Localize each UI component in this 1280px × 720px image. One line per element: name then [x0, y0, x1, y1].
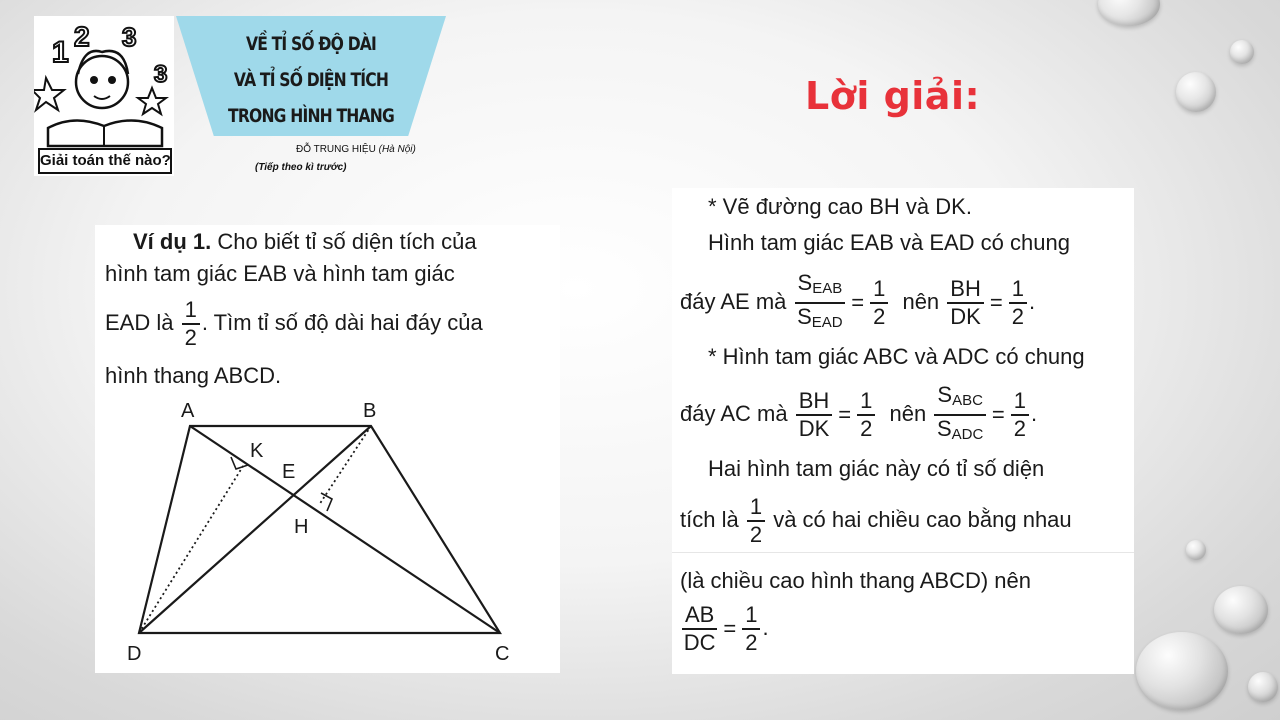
- numerator: 1: [742, 602, 760, 630]
- solution-line: [680, 494, 1072, 548]
- numerator: 1: [857, 388, 875, 416]
- denominator: 2: [745, 630, 758, 655]
- denominator: 2: [1011, 304, 1024, 329]
- problem-line: hình thang ABCD.: [105, 363, 282, 388]
- denominator: DK: [798, 416, 830, 441]
- article-title: [200, 26, 421, 134]
- denominator: 2: [184, 325, 197, 350]
- numerator: 1: [747, 494, 765, 522]
- solution-text: đáy AC mà: [680, 400, 788, 426]
- denominator: 2: [860, 416, 873, 441]
- trapezoid-abcd: [139, 426, 500, 633]
- area-subscript: ABC: [952, 392, 983, 409]
- problem-text: . Tìm tỉ số độ dài hai đáy của: [201, 309, 483, 335]
- solution-line: [680, 382, 1037, 448]
- equals-sign: =: [838, 402, 852, 427]
- svg-text:3: 3: [154, 61, 168, 88]
- period: .: [1028, 288, 1036, 314]
- water-drop-decoration: [1176, 72, 1216, 112]
- author-credit: [296, 144, 416, 155]
- author-place: (Hà Nội): [378, 144, 416, 155]
- solution-text: và có hai chiều cao bằng nhau: [773, 506, 1072, 532]
- label-k: K: [250, 440, 264, 462]
- period: .: [762, 614, 769, 640]
- problem-line: [133, 229, 477, 255]
- numerator: 1: [870, 276, 888, 304]
- denominator: DC: [683, 630, 716, 655]
- diagonal-ac: [190, 426, 500, 633]
- example-label: Ví dụ 1.: [133, 229, 212, 254]
- problem-text: Cho biết tỉ số diện tích của: [211, 229, 477, 254]
- problem-line: hình tam giác EAB và hình tam giác: [105, 261, 455, 286]
- label-e: E: [282, 461, 296, 483]
- continued-note: (Tiếp theo kì trước): [255, 162, 347, 173]
- solution-heading: Lời giải:: [805, 74, 981, 118]
- solution-line: * Hình tam giác ABC và ADC có chung: [708, 344, 1085, 369]
- numerator: 1: [1009, 276, 1027, 304]
- numerator: 1: [1011, 388, 1029, 416]
- denominator: DK: [950, 304, 981, 329]
- water-drop-decoration: [1098, 0, 1160, 26]
- fraction-height-ratio: [947, 276, 984, 330]
- solution-text: nên: [902, 288, 940, 314]
- water-drop-decoration: [1214, 586, 1268, 634]
- denominator: 2: [1013, 416, 1027, 441]
- svg-text:1: 1: [52, 36, 69, 69]
- title-line: VỀ TỈ SỐ ĐỘ DÀI: [245, 33, 377, 55]
- numerator: BH: [796, 388, 833, 416]
- area-symbol: S: [936, 416, 952, 441]
- boy-reading-icon: [34, 16, 174, 148]
- equals-sign: =: [991, 402, 1005, 427]
- fraction-half: [742, 602, 760, 656]
- solution-line: Hình tam giác EAB và EAD có chung: [708, 230, 1070, 255]
- water-drop-decoration: [1136, 632, 1228, 710]
- author-name: ĐỖ TRUNG HIỆU: [296, 144, 376, 155]
- solution-line: [680, 602, 769, 656]
- area-subscript: ADC: [951, 426, 984, 443]
- equals-sign: =: [723, 616, 737, 641]
- divider: [672, 552, 1134, 553]
- fraction: [182, 297, 200, 351]
- label-d: D: [127, 643, 142, 665]
- water-drop-decoration: [1230, 40, 1254, 64]
- equals-sign: =: [989, 290, 1003, 315]
- solution-panel: [672, 188, 1134, 674]
- equals-sign: =: [851, 290, 865, 315]
- problem-panel: [95, 225, 560, 673]
- solution-text: đáy AE mà: [680, 288, 787, 314]
- fraction-area-ratio: [934, 382, 986, 448]
- fraction-half: [1009, 276, 1027, 330]
- water-drop-decoration: [1186, 540, 1206, 560]
- label-h: H: [294, 516, 309, 538]
- altitude-dk: [139, 463, 245, 633]
- solution-text: tích là: [680, 506, 739, 532]
- solution-line: (là chiều cao hình thang ABCD) nên: [680, 568, 1032, 593]
- fraction-half: [747, 494, 765, 548]
- fraction-half: [870, 276, 888, 330]
- numerator: 1: [182, 297, 200, 325]
- numerator: AB: [682, 602, 717, 630]
- area-symbol: S: [797, 270, 813, 295]
- fraction-half: [857, 388, 875, 442]
- label-b: B: [363, 400, 377, 422]
- denominator: 2: [749, 522, 763, 547]
- area-subscript: EAB: [812, 280, 843, 297]
- period: .: [1031, 400, 1038, 426]
- solution-line: Hai hình tam giác này có tỉ số diện: [708, 456, 1045, 481]
- fraction-base-ratio: [682, 602, 717, 656]
- right-angle-h: [321, 493, 332, 511]
- area-symbol: S: [797, 304, 812, 329]
- numerator: BH: [947, 276, 984, 304]
- area-subscript: EAD: [811, 314, 843, 331]
- solution-line: * Vẽ đường cao BH và DK.: [708, 194, 972, 219]
- water-drop-decoration: [1248, 672, 1278, 702]
- fraction-half: [1011, 388, 1029, 442]
- solution-line: [680, 270, 1035, 336]
- svg-text:3: 3: [122, 22, 137, 52]
- problem-line: [105, 297, 483, 351]
- label-a: A: [181, 400, 195, 422]
- title-line: TRONG HÌNH THANG: [228, 105, 394, 127]
- svg-text:2: 2: [74, 21, 90, 52]
- logo-caption: Giải toán thế nào?: [38, 148, 172, 174]
- fraction-height-ratio: [796, 388, 833, 442]
- solution-text: nên: [889, 400, 927, 426]
- title-line: VÀ TỈ SỐ DIỆN TÍCH: [233, 69, 389, 91]
- area-symbol: S: [937, 382, 953, 407]
- problem-text: EAD là: [105, 309, 174, 335]
- fraction-area-ratio: [795, 270, 846, 336]
- trapezoid-figure: [95, 373, 560, 673]
- denominator: 2: [873, 304, 886, 329]
- label-c: C: [495, 643, 510, 665]
